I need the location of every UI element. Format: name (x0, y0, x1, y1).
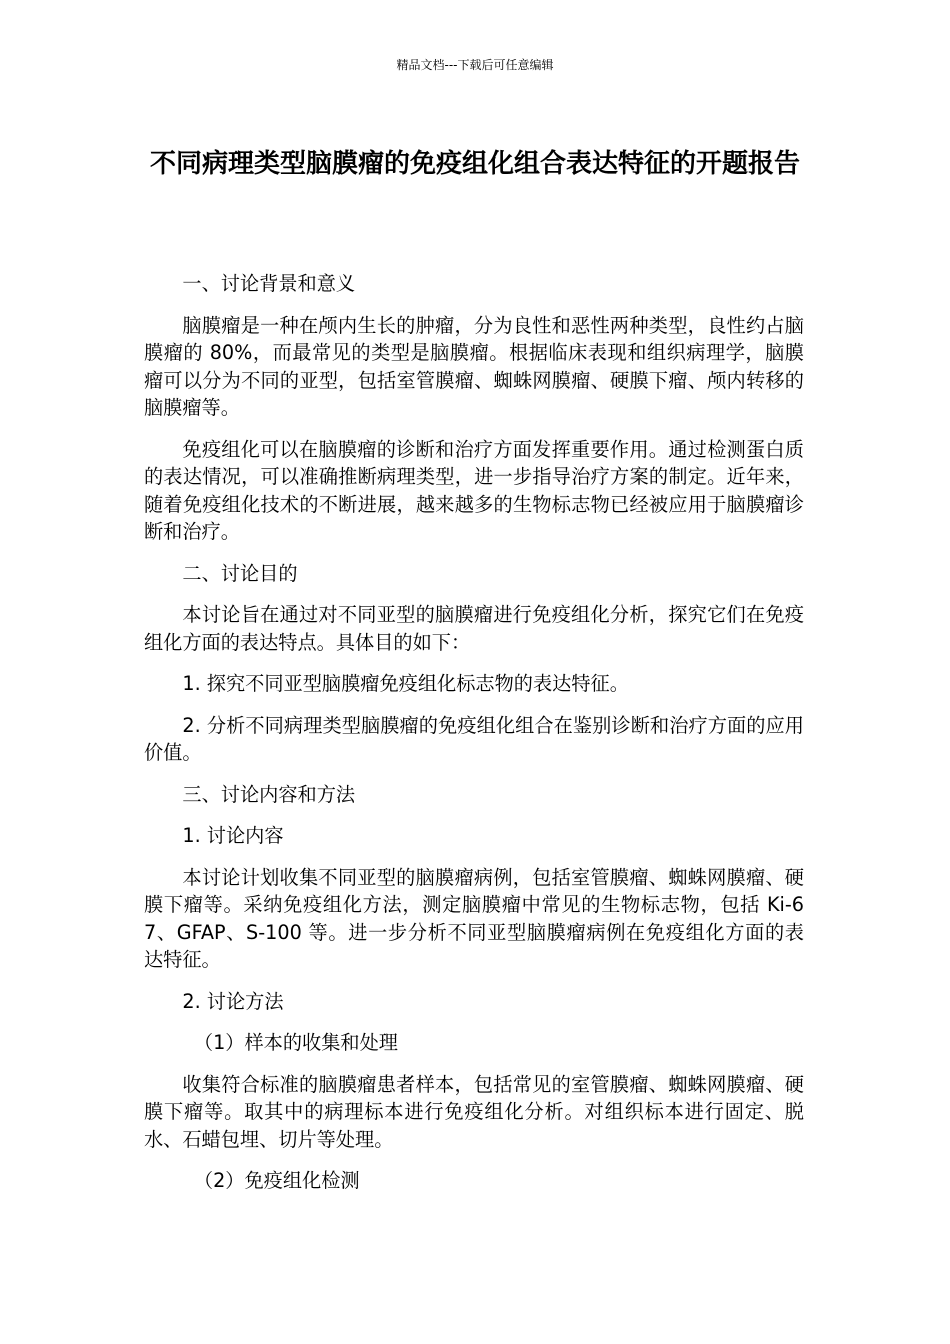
paragraph-content: 本讨论计划收集不同亚型的脑膜瘤病例，包括室管膜瘤、蜘蛛网膜瘤、硬膜下瘤等。采纳免疫组化方法，测定脑膜瘤中常见的生物标志物，包括 Ki-67、GFAP、S-100 等。进一步分析不同亚型脑膜瘤病例在免疫组化方面的表达特征。 (144, 865, 804, 971)
section-heading-content-methods: 三、讨论内容和方法 (182, 782, 356, 806)
subheading-sample-collection: （1）样本的收集和处理 (193, 1031, 398, 1054)
purpose-item-2: 2. 分析不同病理类型脑膜瘤的免疫组化组合在鉴别诊断和治疗方面的应用价值。 (144, 713, 804, 764)
document-title: 不同病理类型脑膜瘤的免疫组化组合表达特征的开题报告 (149, 149, 800, 179)
subheading-content: 1. 讨论内容 (182, 824, 284, 847)
paragraph-background-2: 免疫组化可以在脑膜瘤的诊断和治疗方面发挥重要作用。通过检测蛋白质的表达情况，可以准确推断病理类型，进一步指导治疗方案的制定。近年来，随着免疫组化技术的不断进展，越来越多的生物标志物已经被应用于脑膜瘤诊断和治疗。 (144, 437, 804, 543)
section-heading-background: 一、讨论背景和意义 (182, 272, 356, 295)
subheading-methods: 2. 讨论方法 (182, 989, 284, 1013)
paragraph-background-1: 脑膜瘤是一种在颅内生长的肿瘤，分为良性和恶性两种类型，良性约占脑膜瘤的 80%，而最常见的类型是脑膜瘤。根据临床表现和组织病理学，脑膜瘤可以分为不同的亚型，包括室管膜瘤、蜘蛛网膜瘤、硬膜下瘤、颅内转移的脑膜瘤等。 (144, 313, 804, 419)
purpose-item-1: 1. 探究不同亚型脑膜瘤免疫组化标志物的表达特征。 (182, 672, 629, 695)
section-heading-purpose: 二、讨论目的 (182, 561, 298, 585)
subheading-immunohistochemistry: （2）免疫组化检测 (193, 1169, 360, 1192)
paragraph-purpose: 本讨论旨在通过对不同亚型的脑膜瘤进行免疫组化分析，探究它们在免疫组化方面的表达特点。具体目的如下： (144, 603, 804, 654)
page-header: 精品文档---下载后可任意编辑 (396, 58, 554, 72)
document-body (144, 270, 804, 1209)
paragraph-sample-collection: 收集符合标准的脑膜瘤患者样本，包括常见的室管膜瘤、蜘蛛网膜瘤、硬膜下瘤等。取其中的病理标本进行免疫组化分析。对组织标本进行固定、脱水、石蜡包埋、切片等处理。 (144, 1072, 804, 1151)
